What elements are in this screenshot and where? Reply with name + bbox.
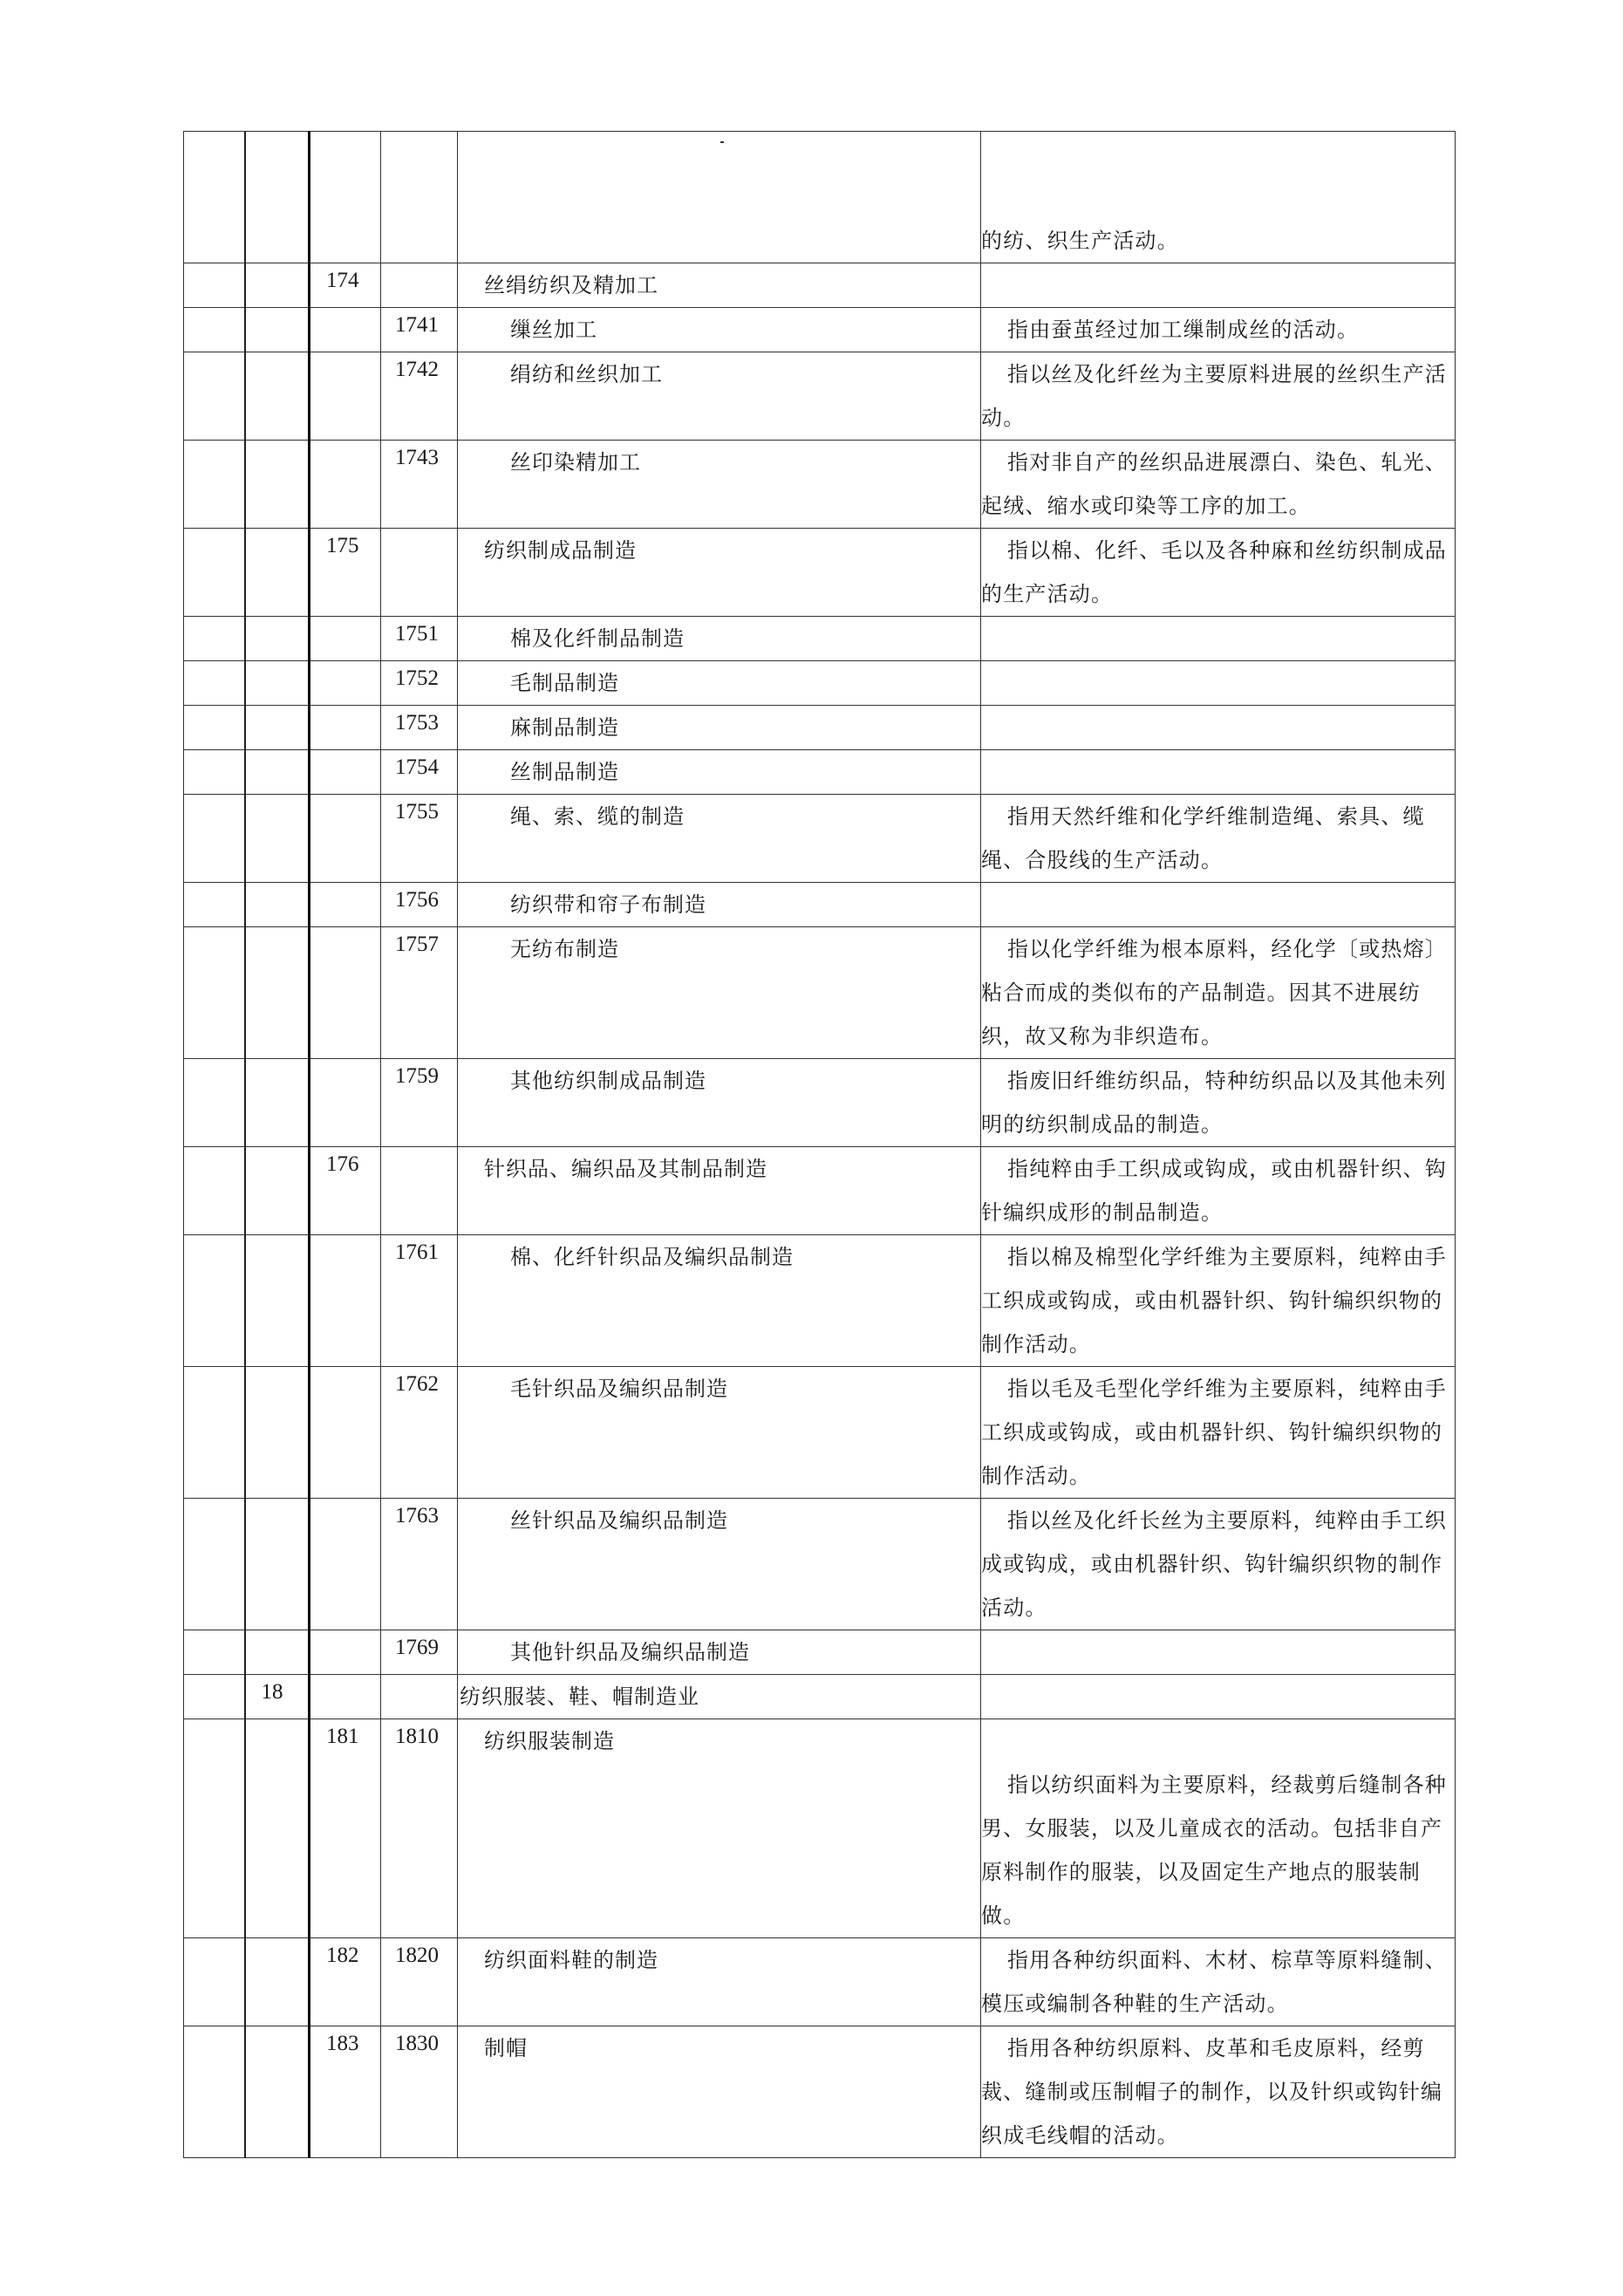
description-cell bbox=[981, 661, 1456, 706]
category-name: 缫丝加工 bbox=[510, 318, 597, 342]
mid-code-cell bbox=[310, 1719, 381, 1938]
major-code-cell bbox=[245, 263, 310, 308]
category-name-cell bbox=[458, 1630, 981, 1675]
mid-code-cell bbox=[310, 441, 381, 529]
category-name-cell bbox=[458, 352, 981, 441]
mid-code-cell bbox=[310, 795, 381, 883]
mid-code-cell bbox=[310, 617, 381, 661]
category-name-cell bbox=[458, 795, 981, 883]
small-code: 1761 bbox=[395, 1240, 439, 1264]
mid-code-cell bbox=[310, 1630, 381, 1675]
blank-cell bbox=[184, 927, 245, 1059]
category-description: 指以毛及毛型化学纤维为主要原料，纯粹由手工织成或钩成，或由机器针织、钩针编织织物的制作活动。 bbox=[981, 1377, 1447, 1488]
mid-code: 176 bbox=[326, 1152, 359, 1176]
category-name: 纺织带和帘子布制造 bbox=[510, 892, 706, 917]
category-description: 指废旧纤维纺织品，特种纺织品以及其他未列明的纺织制成品的制造。 bbox=[981, 1069, 1447, 1137]
small-code: 1757 bbox=[395, 933, 439, 956]
small-code: 1755 bbox=[395, 800, 439, 823]
category-name: 针织品、编织品及其制品制造 bbox=[484, 1157, 767, 1181]
description-cell bbox=[981, 441, 1456, 529]
table-row bbox=[184, 795, 1456, 883]
small-code: 1754 bbox=[395, 755, 439, 779]
table-row bbox=[184, 617, 1456, 661]
mid-code-cell bbox=[310, 661, 381, 706]
blank-cell bbox=[184, 1630, 245, 1675]
mid-code: 183 bbox=[326, 2032, 359, 2055]
category-name: 无纺布制造 bbox=[510, 937, 619, 961]
mid-code-cell bbox=[310, 1938, 381, 2026]
category-name-cell bbox=[458, 1059, 981, 1147]
small-code: 1751 bbox=[395, 622, 439, 646]
blank-cell bbox=[184, 1235, 245, 1367]
blank-cell bbox=[184, 617, 245, 661]
description-cell bbox=[981, 263, 1456, 308]
blank-cell bbox=[184, 1059, 245, 1147]
small-code-cell bbox=[381, 1675, 458, 1719]
small-code: 1752 bbox=[395, 666, 439, 690]
blank-cell bbox=[184, 795, 245, 883]
category-name: 丝印染精加工 bbox=[510, 450, 641, 475]
description-cell bbox=[981, 1719, 1456, 1938]
small-code-cell bbox=[381, 1499, 458, 1630]
small-code-cell bbox=[381, 883, 458, 927]
blank-cell bbox=[184, 1147, 245, 1235]
mid-code: 174 bbox=[326, 269, 359, 292]
table-row bbox=[184, 706, 1456, 750]
major-code-cell bbox=[245, 661, 310, 706]
small-code: 1763 bbox=[395, 1504, 439, 1527]
blank-cell bbox=[184, 883, 245, 927]
description-cell bbox=[981, 2026, 1456, 2158]
stray-mark bbox=[720, 141, 724, 143]
mid-code: 182 bbox=[326, 1944, 359, 1967]
industry-classification-table bbox=[183, 131, 1456, 2158]
major-code-cell bbox=[245, 1630, 310, 1675]
category-description: 指以丝及化纤长丝为主要原料，纯粹由手工织成或钩成，或由机器针织、钩针编织织物的制作活动。 bbox=[981, 1508, 1447, 1620]
small-code-cell bbox=[381, 1630, 458, 1675]
blank-cell bbox=[184, 1675, 245, 1719]
major-code-cell bbox=[245, 352, 310, 441]
category-name-cell bbox=[458, 883, 981, 927]
category-description: 指以纺织面料为主要原料，经裁剪后缝制各种男、女服装，以及儿童成衣的活动。包括非自产原料制作的服装，以及固定生产地点的服装制做。 bbox=[981, 1773, 1447, 1928]
small-code-cell bbox=[381, 795, 458, 883]
mid-code-cell bbox=[310, 883, 381, 927]
category-name-cell bbox=[458, 308, 981, 352]
category-name-cell bbox=[458, 1499, 981, 1630]
blank-cell bbox=[184, 750, 245, 795]
major-code-cell bbox=[245, 132, 310, 263]
category-description: 指对非自产的丝织品进展漂白、染色、轧光、起绒、缩水或印染等工序的加工。 bbox=[981, 450, 1447, 518]
table-row bbox=[184, 750, 1456, 795]
blank-cell bbox=[184, 1719, 245, 1938]
small-code-cell bbox=[381, 661, 458, 706]
major-code-cell bbox=[245, 795, 310, 883]
description-cell bbox=[981, 1630, 1456, 1675]
mid-code-cell bbox=[310, 1675, 381, 1719]
category-description: 指由蚕茧经过加工缫制成丝的活动。 bbox=[1007, 318, 1360, 342]
small-code: 1820 bbox=[395, 1944, 439, 1967]
category-name: 纺织服装制造 bbox=[484, 1729, 615, 1753]
category-name-cell bbox=[458, 750, 981, 795]
small-code-cell bbox=[381, 1059, 458, 1147]
category-description: 指用各种纺织面料、木材、棕草等原料缝制、模压或编制各种鞋的生产活动。 bbox=[981, 1948, 1447, 2016]
category-name: 绢纺和丝织加工 bbox=[510, 362, 663, 386]
major-code-cell bbox=[245, 750, 310, 795]
small-code-cell bbox=[381, 706, 458, 750]
major-code-cell bbox=[245, 883, 310, 927]
category-name: 其他纺织制成品制造 bbox=[510, 1069, 706, 1093]
table-row bbox=[184, 1630, 1456, 1675]
small-code-cell bbox=[381, 352, 458, 441]
description-cell bbox=[981, 1059, 1456, 1147]
small-code-cell bbox=[381, 441, 458, 529]
category-name: 纺织面料鞋的制造 bbox=[484, 1948, 658, 1972]
table-row bbox=[184, 1938, 1456, 2026]
mid-code-cell bbox=[310, 529, 381, 617]
category-name-cell bbox=[458, 1235, 981, 1367]
blank-cell bbox=[184, 529, 245, 617]
mid-code: 175 bbox=[326, 534, 359, 557]
table-row bbox=[184, 308, 1456, 352]
category-name: 丝绢纺织及精加工 bbox=[484, 273, 658, 297]
category-description: 指以棉及棉型化学纤维为主要原料，纯粹由手工织成或钩成，或由机器针织、钩针编织织物的制作活动。 bbox=[981, 1245, 1447, 1356]
small-code-cell bbox=[381, 1938, 458, 2026]
blank-cell bbox=[184, 441, 245, 529]
small-code: 1830 bbox=[395, 2032, 439, 2055]
category-name: 毛制品制造 bbox=[510, 671, 619, 695]
blank-cell bbox=[184, 1938, 245, 2026]
small-code: 1762 bbox=[395, 1372, 439, 1396]
small-code: 1742 bbox=[395, 358, 439, 381]
category-name: 棉及化纤制品制造 bbox=[510, 626, 685, 651]
table-row bbox=[184, 263, 1456, 308]
category-name: 丝针织品及编织品制造 bbox=[510, 1508, 728, 1533]
classification-document bbox=[183, 131, 1455, 2158]
category-name: 麻制品制造 bbox=[510, 715, 619, 740]
table-row bbox=[184, 2026, 1456, 2158]
blank-cell bbox=[184, 352, 245, 441]
description-cell bbox=[981, 617, 1456, 661]
major-code-cell bbox=[245, 1499, 310, 1630]
major-code-cell bbox=[245, 1147, 310, 1235]
mid-code-cell bbox=[310, 750, 381, 795]
description-cell bbox=[981, 529, 1456, 617]
mid-code-cell bbox=[310, 132, 381, 263]
table-row bbox=[184, 352, 1456, 441]
table-row bbox=[184, 661, 1456, 706]
description-cell bbox=[981, 352, 1456, 441]
category-name-cell bbox=[458, 706, 981, 750]
category-name: 纺织服装、鞋、帽制造业 bbox=[460, 1684, 699, 1709]
category-name-cell bbox=[458, 927, 981, 1059]
category-name-cell bbox=[458, 1675, 981, 1719]
major-code-cell bbox=[245, 308, 310, 352]
mid-code-cell bbox=[310, 706, 381, 750]
mid-code-cell bbox=[310, 927, 381, 1059]
major-code-cell bbox=[245, 617, 310, 661]
description-cell bbox=[981, 706, 1456, 750]
small-code-cell bbox=[381, 1719, 458, 1938]
table-row bbox=[184, 1719, 1456, 1938]
blank-cell bbox=[184, 706, 245, 750]
major-code-cell bbox=[245, 927, 310, 1059]
category-name-cell bbox=[458, 1367, 981, 1499]
table-row bbox=[184, 1059, 1456, 1147]
category-description: 指以丝及化纤丝为主要原料进展的丝织生产活动。 bbox=[981, 362, 1447, 430]
major-code-cell bbox=[245, 1719, 310, 1938]
table-row bbox=[184, 1367, 1456, 1499]
blank-cell bbox=[184, 308, 245, 352]
blank-cell bbox=[184, 2026, 245, 2158]
category-description: 指用天然纤维和化学纤维制造绳、索具、缆绳、合股线的生产活动。 bbox=[981, 804, 1425, 872]
major-code-cell bbox=[245, 1938, 310, 2026]
mid-code-cell bbox=[310, 1147, 381, 1235]
category-name: 毛针织品及编织品制造 bbox=[510, 1377, 728, 1401]
small-code: 1759 bbox=[395, 1064, 439, 1088]
category-name-cell bbox=[458, 617, 981, 661]
category-name: 绳、索、缆的制造 bbox=[510, 804, 685, 829]
mid-code-cell bbox=[310, 308, 381, 352]
table-row bbox=[184, 1235, 1456, 1367]
category-name-cell bbox=[458, 441, 981, 529]
description-cell bbox=[981, 883, 1456, 927]
blank-cell bbox=[184, 263, 245, 308]
small-code: 1743 bbox=[395, 446, 439, 469]
mid-code-cell bbox=[310, 352, 381, 441]
small-code: 1756 bbox=[395, 888, 439, 912]
table-row bbox=[184, 132, 1456, 263]
category-description: 指以棉、化纤、毛以及各种麻和丝纺织制成品的生产活动。 bbox=[981, 538, 1447, 606]
description-cell bbox=[981, 1675, 1456, 1719]
small-code-cell bbox=[381, 1367, 458, 1499]
category-name-cell bbox=[458, 263, 981, 308]
category-name-cell bbox=[458, 1938, 981, 2026]
mid-code-cell bbox=[310, 263, 381, 308]
table-row bbox=[184, 1675, 1456, 1719]
table-row bbox=[184, 1147, 1456, 1235]
major-code-cell bbox=[245, 706, 310, 750]
blank-cell bbox=[184, 1367, 245, 1499]
description-cell bbox=[981, 795, 1456, 883]
description-cell bbox=[981, 1938, 1456, 2026]
category-description: 指以化学纤维为根本原料，经化学〔或热熔〕粘合而成的类似布的产品制造。因其不进展纺织，故又称为非织造布。 bbox=[981, 937, 1447, 1049]
category-name-cell bbox=[458, 132, 981, 263]
category-name: 制帽 bbox=[484, 2036, 528, 2060]
table-row bbox=[184, 529, 1456, 617]
table-row bbox=[184, 1499, 1456, 1630]
category-name-cell bbox=[458, 661, 981, 706]
description-cell bbox=[981, 1499, 1456, 1630]
major-code-cell bbox=[245, 1675, 310, 1719]
small-code: 1741 bbox=[395, 313, 439, 337]
small-code-cell bbox=[381, 132, 458, 263]
description-cell bbox=[981, 927, 1456, 1059]
major-code-cell bbox=[245, 1235, 310, 1367]
category-name: 其他针织品及编织品制造 bbox=[510, 1640, 750, 1664]
small-code-cell bbox=[381, 750, 458, 795]
blank-cell bbox=[184, 661, 245, 706]
category-name: 丝制品制造 bbox=[510, 760, 619, 784]
major-code-cell bbox=[245, 441, 310, 529]
mid-code-cell bbox=[310, 1235, 381, 1367]
category-description: 的纺、织生产活动。 bbox=[981, 229, 1179, 253]
small-code-cell bbox=[381, 1235, 458, 1367]
major-code: 18 bbox=[261, 1680, 283, 1704]
mid-code-cell bbox=[310, 1499, 381, 1630]
table-row bbox=[184, 441, 1456, 529]
category-description: 指纯粹由手工织成或钩成，或由机器针织、钩针编织成形的制品制造。 bbox=[981, 1157, 1447, 1225]
blank-cell bbox=[184, 132, 245, 263]
category-name: 棉、化纤针织品及编织品制造 bbox=[510, 1245, 794, 1269]
small-code-cell bbox=[381, 529, 458, 617]
small-code: 1810 bbox=[395, 1725, 439, 1748]
table-row bbox=[184, 883, 1456, 927]
small-code-cell bbox=[381, 927, 458, 1059]
major-code-cell bbox=[245, 1367, 310, 1499]
small-code-cell bbox=[381, 308, 458, 352]
description-cell bbox=[981, 1367, 1456, 1499]
major-code-cell bbox=[245, 2026, 310, 2158]
category-name-cell bbox=[458, 2026, 981, 2158]
mid-code: 181 bbox=[326, 1725, 359, 1748]
category-name-cell bbox=[458, 1147, 981, 1235]
category-name: 纺织制成品制造 bbox=[484, 538, 637, 563]
category-name-cell bbox=[458, 529, 981, 617]
small-code-cell bbox=[381, 1147, 458, 1235]
small-code: 1769 bbox=[395, 1636, 439, 1659]
major-code-cell bbox=[245, 529, 310, 617]
mid-code-cell bbox=[310, 1059, 381, 1147]
mid-code-cell bbox=[310, 2026, 381, 2158]
major-code-cell bbox=[245, 1059, 310, 1147]
small-code-cell bbox=[381, 263, 458, 308]
description-cell bbox=[981, 1235, 1456, 1367]
description-cell bbox=[981, 1147, 1456, 1235]
small-code: 1753 bbox=[395, 711, 439, 735]
blank-cell bbox=[184, 1499, 245, 1630]
description-cell bbox=[981, 750, 1456, 795]
description-cell bbox=[981, 132, 1456, 263]
category-name-cell bbox=[458, 1719, 981, 1938]
table-row bbox=[184, 927, 1456, 1059]
small-code-cell bbox=[381, 2026, 458, 2158]
small-code-cell bbox=[381, 617, 458, 661]
mid-code-cell bbox=[310, 1367, 381, 1499]
description-cell bbox=[981, 308, 1456, 352]
category-description: 指用各种纺织原料、皮革和毛皮原料，经剪裁、缝制或压制帽子的制作，以及针织或钩针编织成毛线帽的活动。 bbox=[981, 2036, 1443, 2148]
